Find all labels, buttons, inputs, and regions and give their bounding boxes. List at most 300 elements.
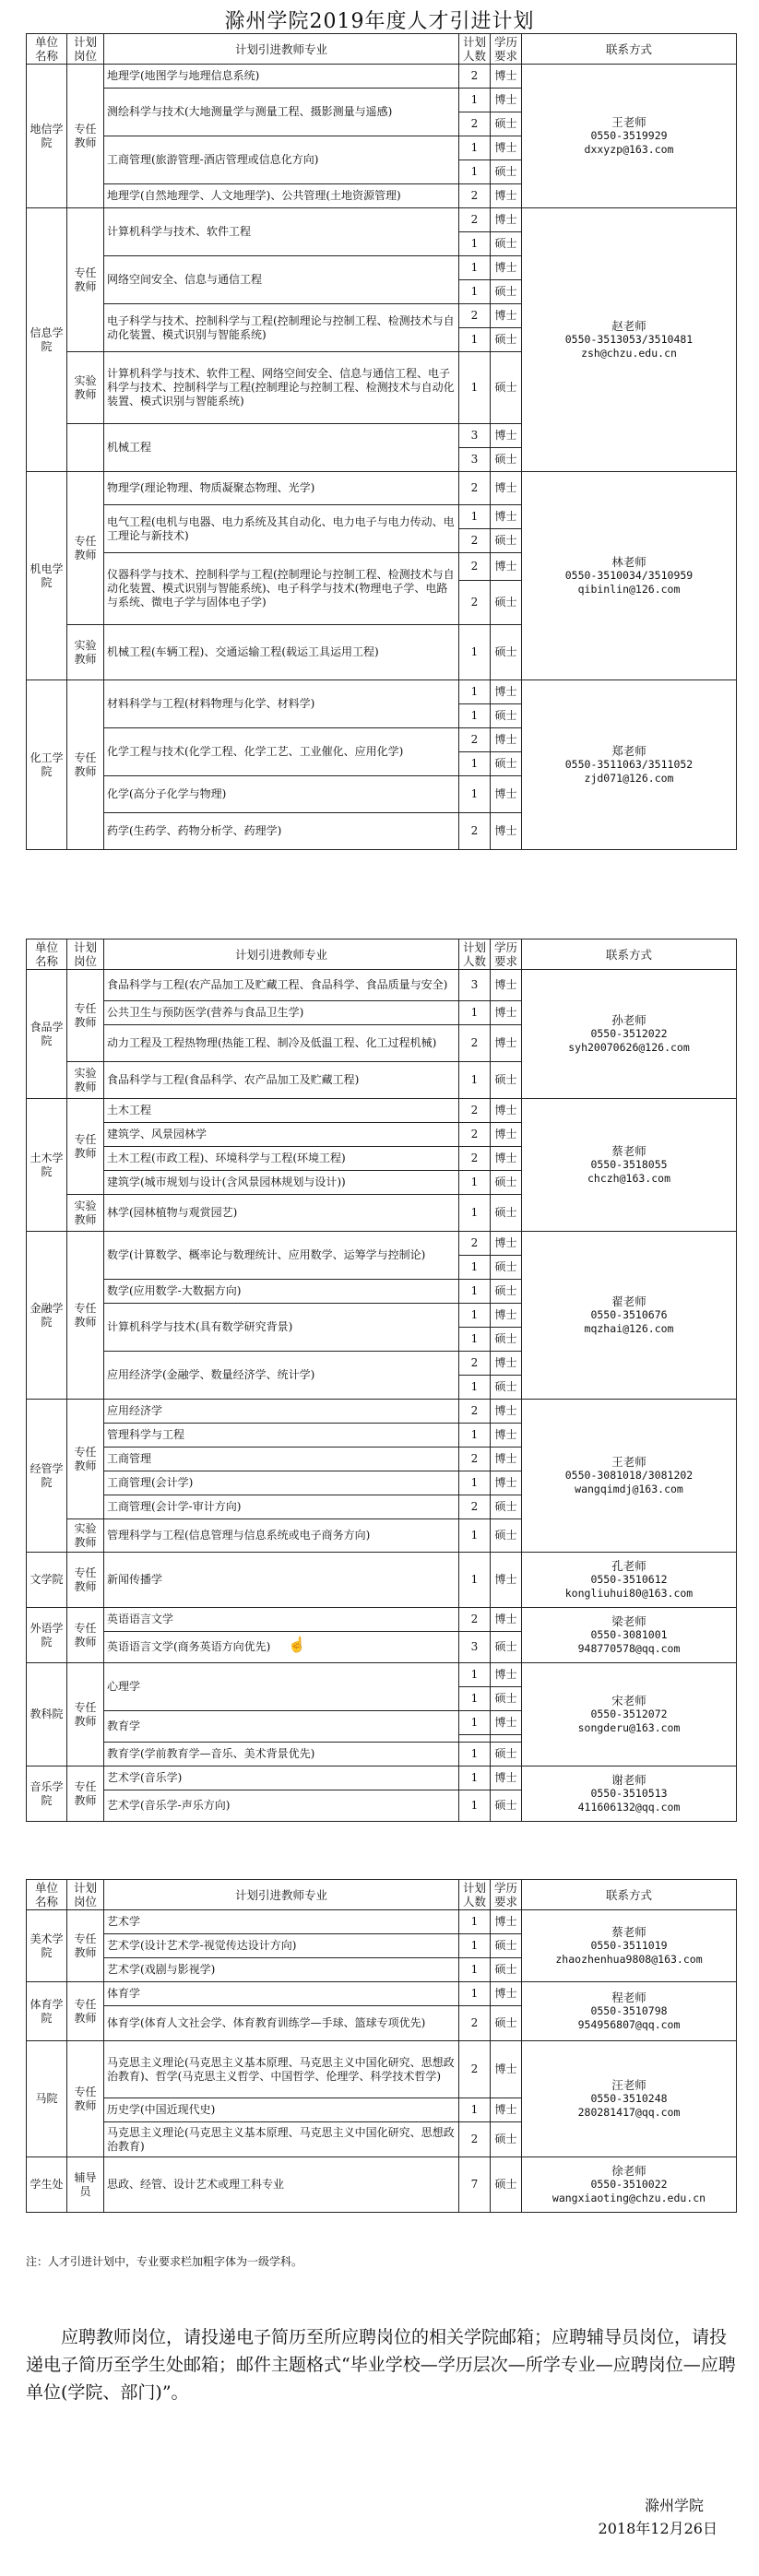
unit-cell: 音乐学院 bbox=[27, 1767, 67, 1822]
education-cell: 硕士 bbox=[491, 1256, 522, 1280]
header-position: 计划岗位 bbox=[67, 1880, 104, 1910]
major-cell: 马克思主义理论(马克思主义基本原理、马克思主义中国化研究、思想政治教育) bbox=[104, 2122, 459, 2157]
major-cell: 体育学(体育人文社会学、体育教育训练学—手球、篮球专项优先) bbox=[104, 2006, 459, 2041]
education-cell: 博士 bbox=[491, 1001, 522, 1025]
contact-phone: 0550-3519929 bbox=[590, 129, 668, 142]
education-cell: 硕士 bbox=[491, 1195, 522, 1232]
table-row bbox=[27, 1767, 737, 1790]
count-cell: 2 bbox=[459, 553, 491, 581]
major-cell: 工商管理(旅游管理-酒店管理或信息化方向) bbox=[104, 136, 459, 184]
count-cell: 1 bbox=[459, 1958, 491, 1982]
major-cell: 地理学(自然地理学、人文地理学)、公共管理(土地资源管理) bbox=[104, 184, 459, 208]
position-cell: 专任教师 bbox=[67, 1663, 104, 1767]
position-cell: 专任教师 bbox=[67, 1767, 104, 1822]
footnote: 注：人才引进计划中，专业要求栏加粗字体为一级学科。 bbox=[26, 2255, 303, 2268]
education-cell: 博士 bbox=[491, 1982, 522, 2006]
count-cell: 2 bbox=[459, 2041, 491, 2098]
table-header-row bbox=[27, 1880, 737, 1910]
contact-phone: 0550-3510676 bbox=[590, 1308, 668, 1321]
count-cell: 2 bbox=[459, 581, 491, 625]
header-count: 计划人数 bbox=[459, 1880, 491, 1910]
major-cell: 教育学 bbox=[104, 1711, 459, 1743]
count-cell: 3 bbox=[459, 424, 491, 448]
count-cell: 2 bbox=[459, 208, 491, 232]
major-cell: 材料科学与工程(材料物理与化学、材料学) bbox=[104, 680, 459, 728]
hand-cursor-icon: ☝ bbox=[288, 1636, 306, 1653]
count-cell: 2 bbox=[459, 184, 491, 208]
contact-name: 蔡老师 bbox=[611, 1925, 646, 1939]
contact-name: 王老师 bbox=[611, 115, 646, 129]
position-cell: 专任教师 bbox=[67, 1982, 104, 2041]
count-cell: 2 bbox=[459, 1495, 491, 1519]
header-position: 计划岗位 bbox=[67, 939, 104, 970]
education-cell: 博士 bbox=[491, 680, 522, 704]
contact-cell bbox=[522, 2041, 737, 2157]
contact-cell bbox=[522, 1099, 737, 1232]
education-cell: 博士 bbox=[491, 1663, 522, 1687]
major-cell: 数学(应用数学-大数据方向) bbox=[104, 1280, 459, 1304]
position-cell: 实验教师 bbox=[67, 1062, 104, 1099]
contact-name: 翟老师 bbox=[611, 1294, 646, 1308]
contact-email[interactable]: mqzhai@126.com bbox=[584, 1322, 674, 1335]
major-cell: 食品科学与工程(食品科学、农产品加工及贮藏工程) bbox=[104, 1062, 459, 1099]
plan-table-3 bbox=[26, 1879, 737, 2213]
education-cell: 硕士 bbox=[491, 529, 522, 553]
table-row bbox=[27, 970, 737, 1001]
count-cell: 1 bbox=[459, 680, 491, 704]
table-row bbox=[27, 1099, 737, 1123]
contact-cell bbox=[522, 472, 737, 680]
position-cell: 专任教师 bbox=[67, 208, 104, 352]
count-cell: 1 bbox=[459, 1663, 491, 1687]
header-education: 学历要求 bbox=[491, 34, 522, 65]
count-cell: 1 bbox=[459, 280, 491, 304]
position-cell: 专任教师 bbox=[67, 65, 104, 208]
count-cell: 1 bbox=[459, 1934, 491, 1958]
signature-org: 滁州学院 bbox=[644, 2497, 704, 2514]
major-cell: 管理科学与工程(信息管理与信息系统或电子商务方向) bbox=[104, 1519, 459, 1553]
count-cell: 2 bbox=[459, 304, 491, 328]
education-cell: 博士 bbox=[491, 728, 522, 752]
contact-email[interactable]: songderu@163.com bbox=[577, 1721, 681, 1734]
major-cell: 土木工程(市政工程)、环境科学与工程(环境工程) bbox=[104, 1147, 459, 1171]
contact-cell bbox=[522, 1767, 737, 1822]
count-cell: 1 bbox=[459, 1687, 491, 1711]
contact-cell bbox=[522, 680, 737, 850]
count-cell: 2 bbox=[459, 65, 491, 89]
contact-name: 徐老师 bbox=[611, 2164, 646, 2178]
education-cell: 博士 bbox=[491, 2041, 522, 2098]
education-cell: 博士 bbox=[491, 1448, 522, 1471]
major-cell: 化学(高分子化学与物理) bbox=[104, 776, 459, 813]
contact-phone: 0550-3510513 bbox=[590, 1787, 668, 1800]
table-row bbox=[27, 65, 737, 89]
contact-cell bbox=[522, 2157, 737, 2213]
count-cell: 1 bbox=[459, 136, 491, 160]
major-cell: 药学(生药学、药物分析学、药理学) bbox=[104, 813, 459, 850]
count-cell: 1 bbox=[459, 160, 491, 184]
position-cell: 专任教师 bbox=[67, 1608, 104, 1663]
unit-cell: 外语学院 bbox=[27, 1608, 67, 1663]
education-cell: 博士 bbox=[491, 1025, 522, 1062]
count-cell: 1 bbox=[459, 2098, 491, 2122]
education-cell: 博士 bbox=[491, 970, 522, 1001]
unit-cell: 化工学院 bbox=[27, 680, 67, 850]
major-cell: 艺术学(音乐学-声乐方向) bbox=[104, 1790, 459, 1822]
unit-cell: 食品学院 bbox=[27, 970, 67, 1099]
education-cell: 硕士 bbox=[491, 232, 522, 256]
header-unit: 单位名称 bbox=[27, 34, 67, 65]
education-cell: 博士 bbox=[491, 304, 522, 328]
contact-email[interactable]: 280281417@qq.com bbox=[577, 2106, 681, 2119]
education-cell: 硕士 bbox=[491, 625, 522, 680]
education-cell: 博士 bbox=[491, 776, 522, 813]
count-cell: 3 bbox=[459, 448, 491, 472]
contact-email[interactable]: zhaozhenhua9808@163.com bbox=[555, 1953, 703, 1966]
major-cell: 计算机科学与技术、软件工程、网络空间安全、信息与通信工程、电子科学与技术、控制科学与工程(控制理论与控制工程、检测技术与自动化装置、模式识别与智能系统) bbox=[104, 352, 459, 424]
unit-cell: 信息学院 bbox=[27, 208, 67, 472]
count-cell: 1 bbox=[459, 1256, 491, 1280]
major-cell: 动力工程及工程热物理(热能工程、制冷及低温工程、化工过程机械) bbox=[104, 1025, 459, 1062]
count-cell: 2 bbox=[459, 529, 491, 553]
major-cell: 化学工程与技术(化学工程、化学工艺、工业催化、应用化学) bbox=[104, 728, 459, 776]
major-cell: 工商管理(会计学-审计方向) bbox=[104, 1495, 459, 1519]
major-cell: 教育学(学前教育学—音乐、美术背景优先) bbox=[104, 1743, 459, 1767]
header-contact: 联系方式 bbox=[522, 939, 737, 970]
major-cell: 英语语言文学(商务英语方向优先) bbox=[104, 1632, 459, 1663]
count-cell: 2 bbox=[459, 1448, 491, 1471]
table-row bbox=[27, 2157, 737, 2213]
major-cell: 机械工程(车辆工程)、交通运输工程(载运工具运用工程) bbox=[104, 625, 459, 680]
header-education: 学历要求 bbox=[491, 939, 522, 970]
education-cell: 博士 bbox=[491, 256, 522, 280]
unit-cell: 美术学院 bbox=[27, 1910, 67, 1982]
signature-date: 2018年12月26日 bbox=[598, 2520, 717, 2537]
count-cell: 2 bbox=[459, 2006, 491, 2041]
major-cell: 林学(园林植物与观赏园艺) bbox=[104, 1195, 459, 1232]
count-cell: 2 bbox=[459, 1232, 491, 1256]
education-cell: 博士 bbox=[491, 1147, 522, 1171]
major-cell: 管理科学与工程 bbox=[104, 1424, 459, 1448]
education-cell: 硕士 bbox=[491, 704, 522, 728]
education-cell: 博士 bbox=[491, 1608, 522, 1632]
count-cell: 1 bbox=[459, 1790, 491, 1822]
major-cell: 计算机科学与技术(具有数学研究背景) bbox=[104, 1304, 459, 1352]
table-row bbox=[27, 472, 737, 505]
education-cell: 博士 bbox=[491, 1553, 522, 1608]
count-cell: 1 bbox=[459, 704, 491, 728]
education-cell: 硕士 bbox=[491, 1790, 522, 1822]
contact-name: 孔老师 bbox=[611, 1559, 646, 1573]
education-cell: 博士 bbox=[491, 1304, 522, 1328]
education-cell: 博士 bbox=[491, 1123, 522, 1147]
header-contact: 联系方式 bbox=[522, 1880, 737, 1910]
count-cell: 1 bbox=[459, 625, 491, 680]
education-cell: 硕士 bbox=[491, 2157, 522, 2213]
contact-email[interactable]: zjd071@126.com bbox=[584, 772, 674, 785]
position-cell: 专任教师 bbox=[67, 680, 104, 850]
contact-cell bbox=[522, 1553, 737, 1608]
count-cell: 2 bbox=[459, 112, 491, 136]
major-cell: 应用经济学(金融学、数量经济学、统计学) bbox=[104, 1352, 459, 1400]
contact-name: 程老师 bbox=[611, 1991, 646, 2004]
position-cell: 专任教师 bbox=[67, 970, 104, 1062]
unit-cell: 地信学院 bbox=[27, 65, 67, 208]
contact-phone: 0550-3512072 bbox=[590, 1707, 668, 1720]
table-header-row bbox=[27, 939, 737, 970]
education-cell: 博士 bbox=[491, 136, 522, 160]
major-cell: 物理学(理论物理、物质凝聚态物理、光学) bbox=[104, 472, 459, 505]
education-cell: 硕士 bbox=[491, 1519, 522, 1553]
position-cell: 专任教师 bbox=[67, 1553, 104, 1608]
contact-email[interactable]: kongliuhui80@163.com bbox=[564, 1587, 694, 1600]
page-title: 滁州学院2019年度人才引进计划 bbox=[224, 10, 535, 33]
count-cell: 1 bbox=[459, 1471, 491, 1495]
count-cell: 1 bbox=[459, 1743, 491, 1767]
position-cell: 专任教师 bbox=[67, 472, 104, 625]
position-cell: 专任教师 bbox=[67, 1910, 104, 1982]
major-cell: 土木工程 bbox=[104, 1099, 459, 1123]
table-row bbox=[27, 1400, 737, 1424]
table-row bbox=[27, 1982, 737, 2006]
major-cell: 建筑学(城市规划与设计(含风景园林规划与设计)) bbox=[104, 1171, 459, 1195]
table-row bbox=[27, 1608, 737, 1632]
major-cell: 艺术学 bbox=[104, 1910, 459, 1934]
count-cell: 1 bbox=[459, 776, 491, 813]
count-cell: 1 bbox=[459, 328, 491, 352]
education-cell: 博士 bbox=[491, 1471, 522, 1495]
education-cell: 硕士 bbox=[491, 752, 522, 776]
count-cell: 1 bbox=[459, 256, 491, 280]
education-cell: 硕士 bbox=[491, 1934, 522, 1958]
education-cell: 博士 bbox=[491, 1767, 522, 1790]
count-cell: 1 bbox=[459, 352, 491, 424]
major-cell: 英语语言文学 bbox=[104, 1608, 459, 1632]
contact-name: 梁老师 bbox=[611, 1614, 646, 1628]
unit-cell: 机电学院 bbox=[27, 472, 67, 680]
count-cell: 1 bbox=[459, 1519, 491, 1553]
contact-phone: 0550-3510022 bbox=[590, 2178, 668, 2191]
education-cell: 博士 bbox=[491, 2098, 522, 2122]
education-cell: 博士 bbox=[491, 1711, 522, 1735]
contact-cell bbox=[522, 1982, 737, 2041]
plan-table-1 bbox=[26, 33, 737, 850]
plan-table-2 bbox=[26, 939, 737, 1822]
contact-name: 汪老师 bbox=[611, 2078, 646, 2092]
count-cell: 2 bbox=[459, 1099, 491, 1123]
application-instructions: 应聘教师岗位，请投递电子简历至所应聘岗位的相关学院邮箱；应聘辅导员岗位，请投递电子简历至学生处邮箱；邮件主题格式“毕业学校—学历层次—所学专业—应聘岗位—应聘单位(学院、部门)”。 bbox=[26, 2327, 736, 2403]
education-cell: 硕士 bbox=[491, 2122, 522, 2157]
contact-email[interactable]: qibinlin@126.com bbox=[577, 583, 681, 596]
table-row bbox=[27, 208, 737, 232]
education-cell: 博士 bbox=[491, 1352, 522, 1376]
education-cell: 硕士 bbox=[491, 1495, 522, 1519]
count-cell: 3 bbox=[459, 1632, 491, 1663]
contact-email[interactable]: syh20070626@126.com bbox=[568, 1041, 690, 1054]
contact-cell bbox=[522, 1663, 737, 1767]
unit-cell: 金融学院 bbox=[27, 1232, 67, 1400]
contact-phone: 0550-3511019 bbox=[590, 1939, 668, 1952]
education-cell: 博士 bbox=[491, 553, 522, 581]
contact-name: 蔡老师 bbox=[611, 1144, 646, 1158]
contact-cell bbox=[522, 208, 737, 472]
contact-email[interactable]: wangxiaoting@chzu.edu.cn bbox=[551, 2192, 706, 2204]
education-cell: 硕士 bbox=[491, 280, 522, 304]
count-cell: 2 bbox=[459, 1025, 491, 1062]
unit-cell: 土木学院 bbox=[27, 1099, 67, 1232]
count-cell: 1 bbox=[459, 1280, 491, 1304]
count-cell: 1 bbox=[459, 1062, 491, 1099]
major-cell: 建筑学、风景园林学 bbox=[104, 1123, 459, 1147]
contact-email[interactable]: zsh@chzu.edu.cn bbox=[581, 347, 677, 360]
contact-name: 孙老师 bbox=[611, 1013, 646, 1027]
count-cell: 1 bbox=[459, 1767, 491, 1790]
contact-phone: 0550-3081001 bbox=[590, 1628, 668, 1641]
header-count: 计划人数 bbox=[459, 34, 491, 65]
count-cell: 2 bbox=[459, 1352, 491, 1376]
count-cell: 3 bbox=[459, 970, 491, 1001]
contact-cell bbox=[522, 970, 737, 1099]
count-cell: 2 bbox=[459, 1608, 491, 1632]
count-cell bbox=[459, 1735, 491, 1743]
unit-cell: 教科院 bbox=[27, 1663, 67, 1767]
major-cell: 工商管理(会计学) bbox=[104, 1471, 459, 1495]
table-row bbox=[27, 1910, 737, 1934]
major-cell: 艺术学(戏剧与影视学) bbox=[104, 1958, 459, 1982]
major-cell: 电子科学与技术、控制科学与工程(控制理论与控制工程、检测技术与自动化装置、模式识别与智能系统) bbox=[104, 304, 459, 352]
contact-email[interactable]: chczh@163.com bbox=[587, 1172, 670, 1185]
unit-cell: 马院 bbox=[27, 2041, 67, 2157]
contact-phone: 0550-3513053/3510481 bbox=[564, 333, 694, 346]
contact-email[interactable]: 948770578@qq.com bbox=[577, 1642, 681, 1655]
major-cell: 马克思主义理论(马克思主义基本原理、马克思主义中国化研究、思想政治教育)、哲学(马克思主义哲学、中国哲学、伦理学、科学技术哲学) bbox=[104, 2041, 459, 2098]
contact-cell bbox=[522, 1232, 737, 1400]
major-cell: 网络空间安全、信息与通信工程 bbox=[104, 256, 459, 304]
contact-name: 谢老师 bbox=[611, 1773, 646, 1787]
count-cell: 1 bbox=[459, 752, 491, 776]
contact-name: 郑老师 bbox=[611, 744, 646, 758]
count-cell: 1 bbox=[459, 1001, 491, 1025]
education-cell: 硕士 bbox=[491, 1958, 522, 1982]
count-cell: 1 bbox=[459, 1982, 491, 2006]
table-header-row bbox=[27, 34, 737, 65]
education-cell: 博士 bbox=[491, 813, 522, 850]
education-cell: 硕士 bbox=[491, 1062, 522, 1099]
contact-name: 林老师 bbox=[611, 555, 646, 569]
count-cell: 1 bbox=[459, 1195, 491, 1232]
education-cell: 博士 bbox=[491, 424, 522, 448]
education-cell: 硕士 bbox=[491, 1280, 522, 1304]
education-cell: 硕士 bbox=[491, 1171, 522, 1195]
education-cell: 博士 bbox=[491, 472, 522, 505]
contact-phone: 0550-3518055 bbox=[590, 1158, 668, 1171]
header-major: 计划引进教师专业 bbox=[104, 939, 459, 970]
position-cell: 专任教师 bbox=[67, 1099, 104, 1195]
contact-cell bbox=[522, 1910, 737, 1982]
count-cell: 1 bbox=[459, 1171, 491, 1195]
count-cell: 1 bbox=[459, 1424, 491, 1448]
contact-phone: 0550-3511063/3511052 bbox=[564, 758, 694, 771]
table-row bbox=[27, 1663, 737, 1687]
header-count: 计划人数 bbox=[459, 939, 491, 970]
position-cell: 实验教师 bbox=[67, 1195, 104, 1232]
education-cell: 硕士 bbox=[491, 112, 522, 136]
major-cell: 思政、经管、设计艺术或理工科专业 bbox=[104, 2157, 459, 2213]
table-row bbox=[27, 1232, 737, 1256]
unit-cell: 学生处 bbox=[27, 2157, 67, 2213]
education-cell: 硕士 bbox=[491, 328, 522, 352]
education-cell: 硕士 bbox=[491, 160, 522, 184]
header-position: 计划岗位 bbox=[67, 34, 104, 65]
count-cell: 2 bbox=[459, 2122, 491, 2157]
unit-cell: 文学院 bbox=[27, 1553, 67, 1608]
education-cell bbox=[491, 1735, 522, 1743]
table-row bbox=[27, 680, 737, 704]
major-cell: 机械工程 bbox=[104, 424, 459, 472]
unit-cell: 经管学院 bbox=[27, 1400, 67, 1553]
major-cell: 食品科学与工程(农产品加工及贮藏工程、食品科学、食品质量与安全) bbox=[104, 970, 459, 1001]
count-cell: 1 bbox=[459, 232, 491, 256]
header-unit: 单位名称 bbox=[27, 939, 67, 970]
count-cell: 1 bbox=[459, 1304, 491, 1328]
education-cell: 博士 bbox=[491, 184, 522, 208]
education-cell: 博士 bbox=[491, 65, 522, 89]
education-cell: 博士 bbox=[491, 1400, 522, 1424]
header-unit: 单位名称 bbox=[27, 1880, 67, 1910]
major-cell: 计算机科学与技术、软件工程 bbox=[104, 208, 459, 256]
major-cell: 心理学 bbox=[104, 1663, 459, 1711]
education-cell: 硕士 bbox=[491, 581, 522, 625]
count-cell: 2 bbox=[459, 813, 491, 850]
major-cell: 仪器科学与技术、控制科学与工程(控制理论与控制工程、检测技术与自动化装置、模式识别与智能系统)、电子科学与技术(物理电子学、电路与系统、微电子学与固体电子学) bbox=[104, 553, 459, 625]
count-cell: 2 bbox=[459, 1123, 491, 1147]
contact-name: 赵老师 bbox=[611, 319, 646, 333]
contact-email[interactable]: 954956807@qq.com bbox=[577, 2018, 681, 2031]
unit-cell: 体育学院 bbox=[27, 1982, 67, 2041]
table-row bbox=[27, 2041, 737, 2098]
contact-email[interactable]: wangqimdj@163.com bbox=[575, 1483, 683, 1495]
major-cell: 公共卫生与预防医学(营养与食品卫生学) bbox=[104, 1001, 459, 1025]
position-cell: 专任教师 bbox=[67, 2041, 104, 2157]
contact-cell bbox=[522, 1608, 737, 1663]
education-cell: 博士 bbox=[491, 1424, 522, 1448]
contact-phone: 0550-3510798 bbox=[590, 2004, 668, 2017]
contact-email[interactable]: dxxyzp@163.com bbox=[584, 143, 674, 156]
position-cell: 实验教师 bbox=[67, 352, 104, 424]
count-cell: 1 bbox=[459, 89, 491, 112]
position-cell: 实验教师 bbox=[67, 625, 104, 680]
count-cell: 1 bbox=[459, 1553, 491, 1608]
contact-phone: 0550-3510034/3510959 bbox=[564, 569, 694, 582]
major-cell: 新闻传播学 bbox=[104, 1553, 459, 1608]
contact-phone: 0550-3510248 bbox=[590, 2092, 668, 2105]
header-major: 计划引进教师专业 bbox=[104, 34, 459, 65]
count-cell: 1 bbox=[459, 1376, 491, 1400]
count-cell: 2 bbox=[459, 1147, 491, 1171]
contact-cell bbox=[522, 65, 737, 208]
contact-name: 王老师 bbox=[611, 1455, 646, 1469]
count-cell: 2 bbox=[459, 472, 491, 505]
contact-email[interactable]: 411606132@qq.com bbox=[577, 1801, 681, 1814]
major-cell: 电气工程(电机与电器、电力系统及其自动化、电力电子与电力传动、电工理论与新技术) bbox=[104, 505, 459, 553]
position-cell: 专任教师 bbox=[67, 1400, 104, 1519]
count-cell: 7 bbox=[459, 2157, 491, 2213]
count-cell: 2 bbox=[459, 728, 491, 752]
education-cell: 硕士 bbox=[491, 1687, 522, 1711]
education-cell: 博士 bbox=[491, 505, 522, 529]
header-contact: 联系方式 bbox=[522, 34, 737, 65]
count-cell: 1 bbox=[459, 505, 491, 529]
